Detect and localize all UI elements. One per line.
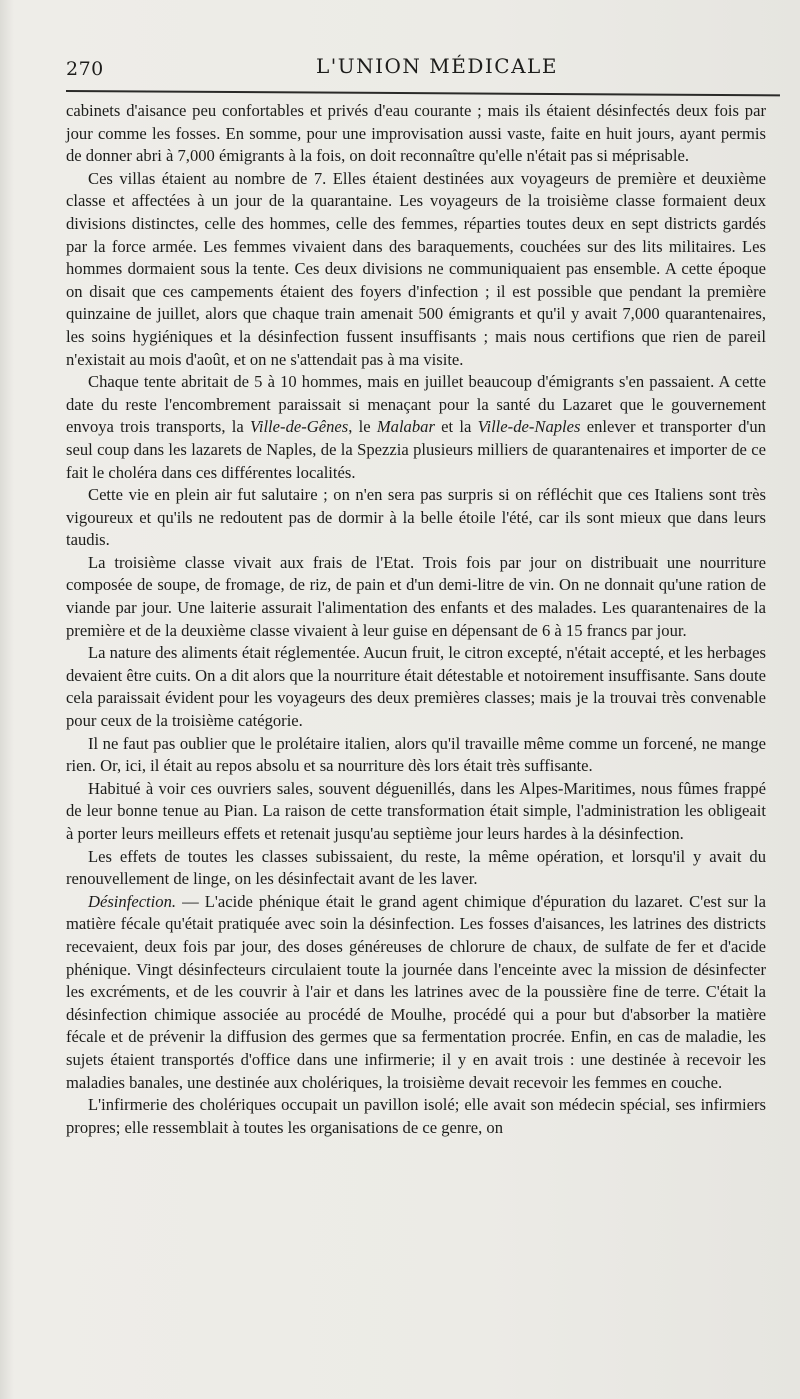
paragraph bbox=[66, 891, 766, 1094]
ship-name: Ville-de-Gênes bbox=[249, 417, 349, 437]
running-title: L'UNION MÉDICALE bbox=[316, 54, 558, 78]
ship-name: Malabar bbox=[376, 417, 435, 437]
paragraph: La troisième classe vivait aux frais de l'Etat. Trois fois par jour on distribuait une nourriture composée de soupe, de fromage, de riz, de pain et d'un demi-litre de vin. On ne donnait qu'une ration de viande par jour. Une laiterie assurait l'alimentation des enfants et des malades. Les quarantenaires de la première et de la deuxième classe vivaient à leur guise en dépensant de 6 à 15 francs par jour. bbox=[66, 552, 766, 640]
paragraph: cabinets d'aisance peu confortables et privés d'eau courante ; mais ils étaient désinfectés deux fois par jour comme les fosses. En somme, pour une improvisation aussi vaste, faite en huit jours, ayant permis de donner abri à 7,000 émigrants à la fois, on doit reconnaître qu'elle n'était pas si méprisable. bbox=[66, 101, 766, 166]
body-text bbox=[66, 100, 766, 1139]
section-lead: Désinfection. bbox=[88, 891, 177, 911]
paragraph-text: et la bbox=[434, 417, 478, 437]
paragraph-text: , le bbox=[348, 417, 377, 437]
paragraph: Il ne faut pas oublier que le prolétaire italien, alors qu'il travaille même comme un forcené, ne mange rien. Or, ici, il était au repos absolu et sa nourriture dès lors était très suffisante. bbox=[66, 733, 766, 776]
paragraph: La nature des aliments était réglementée. Aucun fruit, le citron excepté, n'était accepté, et les herbages devaient être cuits. On a dit alors que la nourriture était détestable et notoirement insuffisante. Sans doute cela paraissait évident pour les voyageurs des deux premières classes; mais je la trouvai très convenable pour ceux de la troisième catégorie. bbox=[66, 643, 766, 731]
paragraph: Habitué à voir ces ouvriers sales, souvent déguenillés, dans les Alpes-Maritimes, nous fûmes frappé de leur bonne tenue au Pian. La raison de cette transformation était simple, l'administration les obligeait à porter leurs meilleurs effets et retenait jusqu'au septième jour leurs hardes à la désinfection. bbox=[66, 778, 766, 843]
paragraph-text: — L'acide phénique était le grand agent chimique d'épuration du lazaret. C'est sur la matière fécale qu'était pratiquée avec soin la désinfection. Les fosses d'aisances, les latrines des districts recevaient, deux fois par jour, des doses généreuses de chlorure de chaux, de sulfate de fer et d'acide phénique. Vingt désinfecteurs circulaient toute la journée dans l'enceinte avec la mission de désinfecter les excréments, et de les couvrir à l'air et dans les latrines avec de la poussière fine de terre. C'était la désinfection chimique associée au procédé de Moulhe, procédé qui a pour but d'absorber la matière fécale et de prévenir la diffusion des germes que sa fermentation procrée. Enfin, en cas de maladie, les sujets étaient transportés d'office dans une infirmerie; il y en avait trois : une destinée à recevoir les maladies banales, une destinée aux cholériques, la troisième devait recevoir les femmes en couche. bbox=[66, 891, 766, 1092]
header-rule bbox=[66, 90, 780, 96]
paragraph: L'infirmerie des cholériques occupait un pavillon isolé; elle avait son médecin spécial, ses infirmiers propres; elle ressemblait à toutes les organisations de ce genre, on bbox=[66, 1095, 766, 1137]
paragraph bbox=[66, 371, 766, 484]
paragraph: Ces villas étaient au nombre de 7. Elles étaient destinées aux voyageurs de première et deuxième classe et affectées à un jour de la quarantaine. Les voyageurs de la troisième classe formaient deux divisions distinctes, celle des hommes, celle des femmes, réparties toutes deux en sept districts gardés par la force armée. Les femmes vivaient dans des baraquements, couchées sur des lits militaires. Les hommes dormaient sous la tente. Ces deux divisions ne communiquaient pas ensemble. A cette époque on disait que ces campements étaient des foyers d'infection ; il est possible que pendant la première quinzaine de juillet, alors que chaque train amenait 500 émigrants et qu'il y avait 7,000 quarantenaires, les soins hygiéniques et la désinfection fussent insuffisants ; mais nous certifions que rien de pareil n'existait au mois d'août, et on ne s'attendait pas à ma visite. bbox=[66, 168, 766, 369]
page-number: 270 bbox=[66, 58, 104, 80]
paragraph: Cette vie en plein air fut salutaire ; on n'en sera pas surpris si on réfléchit que ces Italiens sont très vigoureux et qu'ils ne redoutent pas de dormir à la belle étoile l'été, car ils sont mieux que dans leurs taudis. bbox=[66, 485, 766, 550]
paragraph-text: enlever et transporter d'un seul coup dans les lazarets de Naples, de la Spezzia plusieurs milliers de quarantenaires et importer de ce fait le choléra dans ces différentes localités. bbox=[66, 417, 766, 482]
page-header bbox=[66, 52, 764, 86]
ship-name: Ville-de-Naples bbox=[477, 417, 581, 437]
paragraph-text: Chaque tente abritait de 5 à 10 hommes, mais en juillet beaucoup d'émigrants s'en passaient. A cette date du reste l'encombrement paraissait si menaçant pour la santé du Lazaret que le gouvernement envoya trois transports, la bbox=[66, 372, 766, 437]
paragraph: Les effets de toutes les classes subissaient, du reste, la même opération, et lorsqu'il y avait du renouvellement de linge, on les désinfectait avant de les laver. bbox=[66, 846, 766, 889]
